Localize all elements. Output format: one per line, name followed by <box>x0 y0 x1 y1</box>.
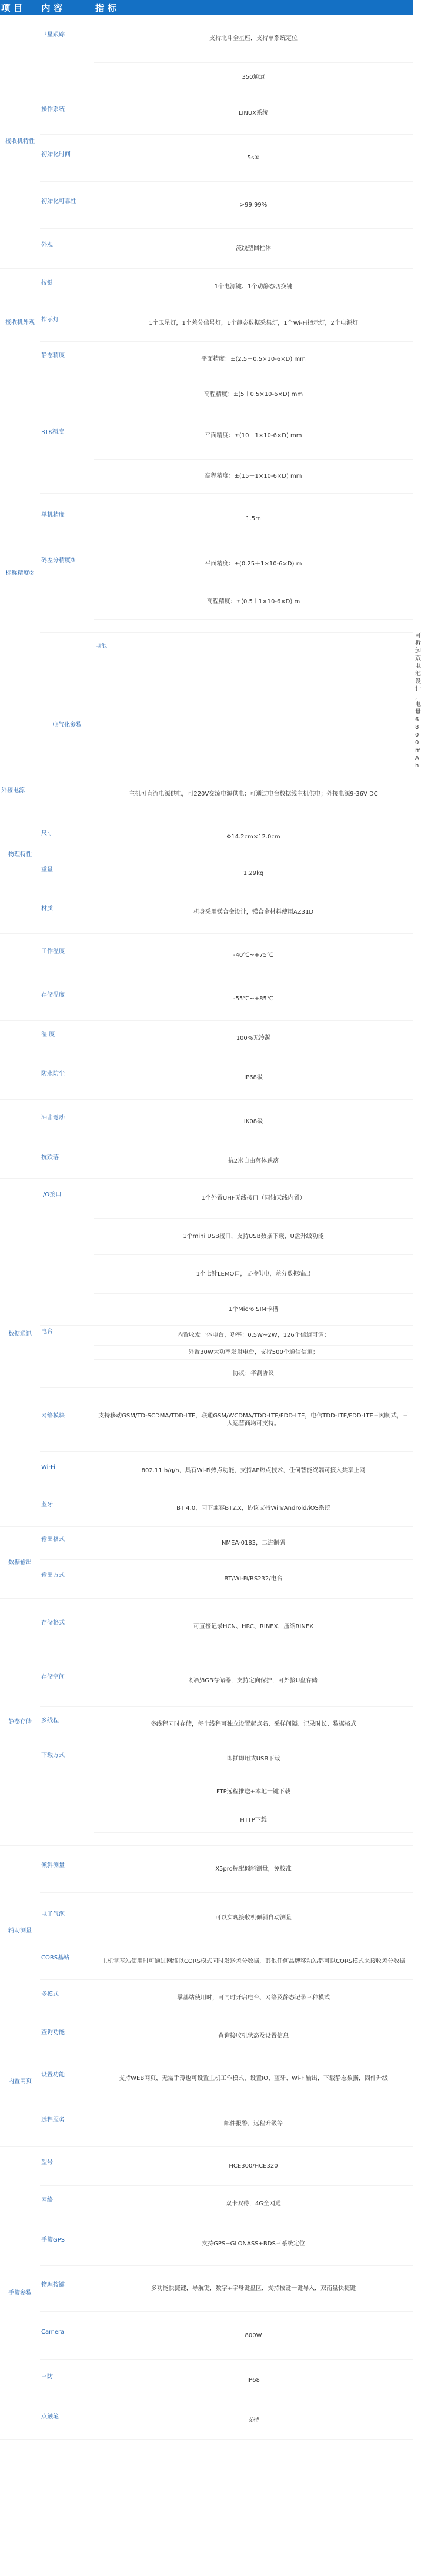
item-label: 操作系统 <box>40 92 94 134</box>
table-row <box>0 544 413 584</box>
spec-value: 多功能快捷键，导航键，数字+字母键盘区，支持按键一键导入，双南量快捷键 <box>94 2266 413 2312</box>
spec-value: 支持GPS+GLONASS+BDS三系统定位 <box>94 2222 413 2266</box>
table-row <box>0 934 413 977</box>
spec-value: 支持北斗全星座，支持单系统定位 <box>94 15 413 62</box>
group-label: 标称精度② <box>0 377 40 770</box>
spec-value: 1个外置UHF无线接口（同轴天线内置） <box>94 1179 413 1219</box>
item-label: 电子气泡 <box>40 1893 94 1943</box>
spec-value: -55℃~+85℃ <box>94 977 413 1021</box>
spec-value: 标配8GB存储器，支持定向保护，可外接U盘存储 <box>94 1655 413 1707</box>
group-label: 数据输出 <box>0 1527 40 1599</box>
item-label: 湿 度 <box>40 1021 94 1056</box>
spec-value: 5s① <box>94 134 413 181</box>
table-row <box>0 2401 413 2440</box>
spec-value: FTP远程推送+本地一键下载 <box>94 1776 413 1808</box>
spec-value: IP68 <box>94 2360 413 2401</box>
item-label: 设置功能 <box>40 2056 94 2101</box>
item-label: 点触笔 <box>40 2401 94 2440</box>
item-label: 输出方式 <box>40 1560 94 1599</box>
spec-value: LINUX系统 <box>94 92 413 134</box>
spec-value: -40℃~+75℃ <box>94 934 413 977</box>
item-label: 存储空间 <box>40 1655 94 1707</box>
item-label: 物理按键 <box>40 2266 94 2312</box>
table-row <box>0 1490 413 1527</box>
table-row <box>0 305 413 341</box>
table-row <box>0 1707 413 1742</box>
table-row <box>0 1056 413 1100</box>
spec-value: 查询接收机状态及设置信息 <box>94 2016 413 2056</box>
item-label: 多线程 <box>40 1707 94 1742</box>
table-row <box>0 1021 413 1056</box>
item-label: 冲击震动 <box>40 1100 94 1144</box>
table-row <box>0 268 413 305</box>
group-label-empty <box>0 1490 40 1527</box>
table-row <box>0 2266 413 2312</box>
spec-value: IP68级 <box>94 1056 413 1100</box>
item-label: 抗跌落 <box>40 1144 94 1179</box>
table-row <box>0 92 413 134</box>
item-label: I/O接口 <box>40 1179 94 1326</box>
item-label: 尺寸 <box>40 818 94 856</box>
item-label: Camera <box>40 2312 94 2360</box>
table-row <box>0 2101 413 2147</box>
table-row <box>0 977 413 1021</box>
spec-value: 1个mini USB接口，支持USB数据下载，U盘升级功能 <box>94 1219 413 1255</box>
table-body <box>0 15 421 2440</box>
table-row <box>0 341 413 377</box>
header-spec: 指 标 <box>94 0 413 15</box>
table-row <box>0 1452 413 1490</box>
item-label: 码差分精度③ <box>40 544 94 632</box>
group-label: 静态存储 <box>0 1599 40 1846</box>
table-row <box>0 1742 413 1776</box>
group-label-empty <box>0 1021 40 1056</box>
spec-value: 1个Micro SIM卡槽 <box>94 1294 413 1326</box>
group-label: 辅助测量 <box>0 1846 40 2016</box>
header-content: 内 容 <box>40 0 94 15</box>
spec-value: 平面精度：±(10＋1×10-6×D) mm <box>94 412 413 459</box>
group-label: 接收机外观 <box>0 268 40 377</box>
item-label: RTK精度 <box>40 412 94 493</box>
spec-value: 802.11 b/g/n，具有Wi-Fi热点功能，支持AP热点技术，任何智能终端可接入共享上网 <box>94 1452 413 1490</box>
item-label: 电台 <box>40 1326 94 1388</box>
table-row <box>0 1144 413 1179</box>
item-label: 外观 <box>40 228 94 268</box>
table-row <box>0 181 413 228</box>
item-label: 网络模块 <box>40 1388 94 1452</box>
item-label: 远程服务 <box>40 2101 94 2147</box>
spec-value: 机身采用镁合金设计，镁合金材料使用AZ31D <box>94 891 413 934</box>
group-label-empty <box>0 891 40 934</box>
spec-value <box>94 619 413 632</box>
table-row <box>0 134 413 181</box>
spec-value: 高程精度：±(15＋1×10-6×D) mm <box>94 459 413 493</box>
spec-value: 可直接记录HCN、HRC、RINEX，压缩RINEX <box>94 1599 413 1655</box>
item-label: 外接电源 <box>0 770 40 818</box>
spec-value: 即插即用式USB下载 <box>94 1742 413 1776</box>
table-header <box>0 0 413 15</box>
group-label-empty <box>0 1100 40 1144</box>
item-label: 单机精度 <box>40 493 94 544</box>
spec-value: 协议：华测协议 <box>94 1360 413 1388</box>
spec-value: >99.99% <box>94 181 413 228</box>
spec-value: 1.29kg <box>94 856 413 891</box>
item-label: 重量 <box>40 856 94 891</box>
table-row <box>0 818 413 856</box>
group-label-empty <box>0 977 40 1021</box>
table-row <box>0 15 413 62</box>
table-row <box>0 1655 413 1707</box>
spec-value: 掌基站使用时，可同时开启电台、网络及静态记录三种模式 <box>94 1980 413 2016</box>
item-label: 三防 <box>40 2360 94 2401</box>
spec-value: 350通道 <box>94 62 413 92</box>
item-label: 材质 <box>40 891 94 934</box>
spec-value: 100%无冷凝 <box>94 1021 413 1056</box>
table-row <box>0 2056 413 2101</box>
item-label: 卫星跟踪 <box>40 15 94 92</box>
group-label-empty <box>0 1144 40 1179</box>
item-label: 存储格式 <box>40 1599 94 1655</box>
item-label: 倾斜测量 <box>40 1846 94 1893</box>
spec-value: 主机掌基站使用时可通过网络以CORS模式同时发送差分数据，其他任何品牌移动站都可以CORS模式来接收差分数据 <box>94 1943 413 1980</box>
item-label: 多模式 <box>40 1980 94 2016</box>
spec-value: BT/Wi-Fi/RS232/电台 <box>94 1560 413 1599</box>
spec-value: Φ14.2cm×12.0cm <box>94 818 413 856</box>
spec-value: IK08级 <box>94 1100 413 1144</box>
item-label: 防水防尘 <box>40 1056 94 1100</box>
item-label: 初始化可靠性 <box>40 181 94 228</box>
spec-value: 流线型圆柱体 <box>94 228 413 268</box>
table-row: 电气化参数 电池 可拆卸双电池设计，电量6800mAh <box>0 632 413 770</box>
item-label: 网络 <box>40 2186 94 2222</box>
group-label-empty <box>0 934 40 977</box>
table-row <box>0 1846 413 1893</box>
item-label: 输出格式 <box>40 1527 94 1560</box>
table-row <box>0 2147 413 2186</box>
spec-value: 主机可直流电源供电，可220V交流电源供电；可通过电台数据线主机供电；外接电源9-36V DC <box>94 770 413 818</box>
spec-value: 1个电源键、1个动静态切换键 <box>94 268 413 305</box>
table-row <box>0 891 413 934</box>
item-label: 指示灯 <box>40 305 94 341</box>
spec-value: 高程精度：±(0.5＋1×10-6×D) m <box>94 584 413 619</box>
group-label: 电气化参数 <box>40 632 94 818</box>
table-row <box>0 2222 413 2266</box>
item-label: 工作温度 <box>40 934 94 977</box>
spec-value: X5pro标配倾斜测量，免校准 <box>94 1846 413 1893</box>
group-label-empty <box>0 1056 40 1100</box>
table-row <box>0 1388 413 1452</box>
item-label: 手簿GPS <box>40 2222 94 2266</box>
spec-value: 内置收发一体电台，功率：0.5W~2W，126个信道可调； <box>94 1326 413 1346</box>
spec-value: 支持WEB网页，无需手簿也可设置主机工作模式，设置IO、蓝牙、Wi-Fi输出，下载静态数据，固件升级 <box>94 2056 413 2101</box>
table-row <box>0 2186 413 2222</box>
spec-value: 800W <box>94 2312 413 2360</box>
item-label: 查询功能 <box>40 2016 94 2056</box>
item-label: 型号 <box>40 2147 94 2186</box>
spec-value: 平面精度：±(0.25＋1×10-6×D) m <box>94 544 413 584</box>
group-label: 接收机特性 <box>0 15 40 268</box>
group-label: 手簿参数 <box>0 2147 40 2440</box>
spec-value: 可以实现接收机倾斜自动测量 <box>94 1893 413 1943</box>
table-row <box>0 412 413 459</box>
spec-value: 双卡双待，4G全网通 <box>94 2186 413 2222</box>
table-row <box>0 1893 413 1943</box>
table-row <box>0 2360 413 2401</box>
table-row <box>0 493 413 544</box>
spec-value: 支持 <box>94 2401 413 2440</box>
group-label: 内置网页 <box>0 2016 40 2147</box>
table-row <box>0 2016 413 2056</box>
item-label: 蓝牙 <box>40 1490 94 1527</box>
spec-value: NMEA-0183，二进制码 <box>94 1527 413 1560</box>
spec-value: 高程精度：±(5＋0.5×10-6×D) mm <box>94 377 413 412</box>
item-label: 按键 <box>40 268 94 305</box>
table-row <box>0 1560 413 1599</box>
spec-value: 1.5m <box>94 493 413 544</box>
item-label: Wi-Fi <box>40 1452 94 1490</box>
table-row <box>0 1943 413 1980</box>
item-label: 下载方式 <box>40 1742 94 1846</box>
spec-value: 支持移动GSM/TD-SCDMA/TDD-LTE，联通GSM/WCDMA/TDD-LTE/FDD-LTE，电信TDD-LTE/FDD-LTE三网制式，三大运营商均可支持。 <box>94 1388 413 1452</box>
table-row <box>0 2312 413 2360</box>
spec-value: 平面精度：±(2.5＋0.5×10-6×D) mm <box>94 341 413 377</box>
spec-value: 1个卫星灯，1个差分信号灯，1个静态数据采集灯，1个Wi-Fi指示灯，2个电源灯 <box>94 305 413 341</box>
table-row <box>0 1980 413 2016</box>
spec-value: BT 4.0，同下兼容BT2.x，协议支持Win/Android/iOS系统 <box>94 1490 413 1527</box>
spec-value: 抗2米自由落体跌落 <box>94 1144 413 1179</box>
spec-value: 1个七针LEMO口，支持供电，差分数据输出 <box>94 1255 413 1294</box>
table-row <box>0 1179 413 1219</box>
item-label: 静态精度 <box>40 341 94 412</box>
table-row <box>0 228 413 268</box>
group-label: 数据通讯 <box>0 1179 40 1490</box>
group-label: 物理特性 <box>0 818 40 891</box>
item-label: 初始化时间 <box>40 134 94 181</box>
spec-value: 外置30W大功率发射电台，支持500个通信信道； <box>94 1346 413 1360</box>
spec-value: 多线程同时存储，每个线程可独立设置起点名、采样间隔、记录时长、数据格式 <box>94 1707 413 1742</box>
table-row <box>0 1326 413 1346</box>
spec-value: 邮件报警，远程升级等 <box>94 2101 413 2147</box>
table-row <box>0 1527 413 1560</box>
spec-value: HTTP下载 <box>94 1808 413 1833</box>
table-row <box>0 856 413 891</box>
spec-value <box>94 1833 413 1846</box>
item-label: 存储温度 <box>40 977 94 1021</box>
header-item: 项 目 <box>0 0 40 15</box>
table-row <box>0 1599 413 1655</box>
table-row <box>0 1100 413 1144</box>
item-label: CORS基站 <box>40 1943 94 1980</box>
spec-value: HCE300/HCE320 <box>94 2147 413 2186</box>
item-label: 电池 <box>94 632 413 770</box>
